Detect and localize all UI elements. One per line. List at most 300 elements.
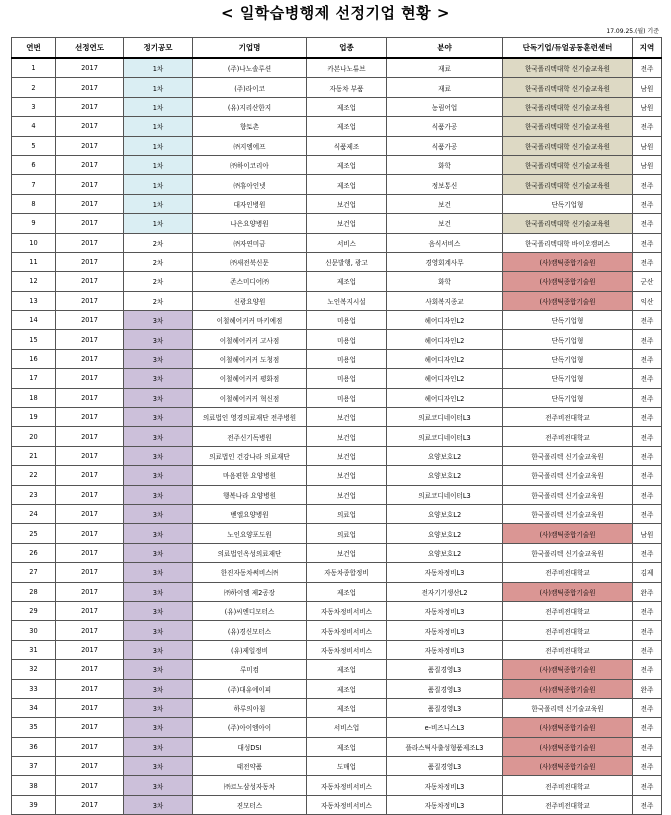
cell-round: 3차 [124,640,193,659]
cell-company: 태전약품 [193,757,307,776]
cell-center: 한국폴리텍대학 신기술교육원 [503,58,633,78]
cell-field: 재료 [387,78,503,97]
cell-year: 2017 [56,252,124,271]
table-row [12,388,662,407]
table-row [12,272,662,291]
cell-year: 2017 [56,640,124,659]
table-row [12,117,662,136]
cell-center: 한국폴리텍대학 신기술교육원 [503,117,633,136]
cell-company: ㈜하이코리아 [193,155,307,174]
cell-region: 전주 [633,349,662,368]
cell-region: 완주 [633,582,662,601]
cell-year: 2017 [56,776,124,795]
cell-industry: 의료업 [307,504,387,523]
cell-center: 한국폴리텍대학 신기술교육원 [503,78,633,97]
cell-industry: 서비스업 [307,718,387,737]
cell-center: 한국폴리텍 신기술교육원 [503,466,633,485]
cell-industry: 제조업 [307,155,387,174]
cell-company: 벧엘요양병원 [193,504,307,523]
cell-field: 식품가공 [387,117,503,136]
cell-industry: 도매업 [307,757,387,776]
cell-round: 3차 [124,795,193,814]
cell-field: 품질경영L3 [387,679,503,698]
cell-year: 2017 [56,78,124,97]
cell-year: 2017 [56,601,124,620]
table-row [12,97,662,116]
cell-field: 자동차정비L3 [387,621,503,640]
cell-field: 자동차정비L3 [387,640,503,659]
cell-company: 나은요양병원 [193,214,307,233]
cell-year: 2017 [56,233,124,252]
cell-company: 의료법인옥성의료재단 [193,543,307,562]
cell-company: ㈜새전북신문 [193,252,307,271]
cell-round: 3차 [124,524,193,543]
cell-field: 자동차정비L3 [387,795,503,814]
table-row [12,757,662,776]
cell-year: 2017 [56,660,124,679]
header-region: 지역 [633,38,662,59]
table-row [12,718,662,737]
cell-company: (유)제일정비 [193,640,307,659]
cell-round: 3차 [124,349,193,368]
cell-no: 14 [12,311,56,330]
cell-no: 15 [12,330,56,349]
cell-year: 2017 [56,543,124,562]
cell-industry: 제조업 [307,737,387,756]
cell-industry: 제조업 [307,660,387,679]
cell-center: 한국폴리텍대학 신기술교육원 [503,214,633,233]
cell-field: 품질경영L3 [387,757,503,776]
cell-round: 3차 [124,679,193,698]
company-table [11,37,662,815]
cell-industry: 보건업 [307,214,387,233]
table-row [12,524,662,543]
cell-round: 1차 [124,175,193,194]
cell-no: 21 [12,446,56,465]
cell-center: (사)캠틱종합기술원 [503,291,633,310]
header-no: 연번 [12,38,56,59]
cell-center: 한국폴리텍대학 신기술교육원 [503,97,633,116]
cell-region: 전주 [633,621,662,640]
cell-region: 전주 [633,233,662,252]
cell-year: 2017 [56,330,124,349]
cell-region: 완주 [633,679,662,698]
table-row [12,427,662,446]
cell-round: 3차 [124,485,193,504]
table-row [12,369,662,388]
cell-region: 군산 [633,272,662,291]
cell-company: ㈜르노삼성자동차 [193,776,307,795]
cell-region: 전주 [633,601,662,620]
cell-company: 대성DSI [193,737,307,756]
cell-no: 13 [12,291,56,310]
cell-round: 3차 [124,427,193,446]
cell-industry: 제조업 [307,698,387,717]
cell-center: (사)캠틱종합기술원 [503,718,633,737]
cell-industry: 제조업 [307,117,387,136]
header-field: 분야 [387,38,503,59]
cell-round: 2차 [124,233,193,252]
cell-year: 2017 [56,621,124,640]
cell-center: 전주비전대학교 [503,427,633,446]
cell-no: 28 [12,582,56,601]
cell-center: 단독기업형 [503,311,633,330]
cell-center: (사)캠틱종합기술원 [503,737,633,756]
cell-no: 26 [12,543,56,562]
cell-round: 3차 [124,446,193,465]
cell-industry: 미용업 [307,330,387,349]
cell-no: 4 [12,117,56,136]
cell-center: 한국폴리텍 신기술교육원 [503,698,633,717]
cell-industry: 제조업 [307,272,387,291]
cell-year: 2017 [56,446,124,465]
cell-field: 요양보호L2 [387,466,503,485]
header-center: 단독기업/듀얼공동훈련센터 [503,38,633,59]
table-row [12,291,662,310]
cell-no: 32 [12,660,56,679]
cell-no: 3 [12,97,56,116]
cell-industry: 보건업 [307,408,387,427]
cell-year: 2017 [56,698,124,717]
table-row [12,563,662,582]
cell-company: 진모터스 [193,795,307,814]
cell-region: 김제 [633,563,662,582]
cell-field: 재료 [387,58,503,78]
cell-year: 2017 [56,97,124,116]
table-row [12,233,662,252]
cell-company: 신광요양원 [193,291,307,310]
cell-center: 전주비전대학교 [503,408,633,427]
cell-round: 3차 [124,504,193,523]
cell-company: 대자인병원 [193,194,307,213]
cell-company: 이철헤어커커 평화점 [193,369,307,388]
cell-no: 5 [12,136,56,155]
cell-center: 전주비전대학교 [503,640,633,659]
cell-round: 3차 [124,563,193,582]
cell-round: 3차 [124,466,193,485]
cell-region: 남원 [633,155,662,174]
cell-field: e-비즈니스L3 [387,718,503,737]
cell-industry: 제조업 [307,175,387,194]
cell-field: 헤어디자인L2 [387,349,503,368]
cell-round: 3차 [124,718,193,737]
cell-industry: 신문발행, 광고 [307,252,387,271]
cell-center: 전주비전대학교 [503,563,633,582]
table-row [12,311,662,330]
cell-no: 31 [12,640,56,659]
cell-center: 한국폴리텍대학 바이오캠퍼스 [503,233,633,252]
cell-year: 2017 [56,369,124,388]
cell-round: 3차 [124,737,193,756]
table-row [12,582,662,601]
cell-industry: 노인복지시설 [307,291,387,310]
cell-region: 전주 [633,175,662,194]
cell-field: 보건 [387,214,503,233]
table-row [12,408,662,427]
cell-region: 전주 [633,427,662,446]
cell-year: 2017 [56,524,124,543]
cell-company: ㈜자연미금 [193,233,307,252]
cell-no: 36 [12,737,56,756]
cell-industry: 카본나노튜브 [307,58,387,78]
cell-company: 이철헤어커커 도청점 [193,349,307,368]
cell-region: 전주 [633,466,662,485]
cell-no: 1 [12,58,56,78]
cell-no: 18 [12,388,56,407]
cell-company: (주)아이엠아이 [193,718,307,737]
cell-year: 2017 [56,136,124,155]
cell-field: 식품가공 [387,136,503,155]
cell-company: 노인요양포도원 [193,524,307,543]
cell-round: 3차 [124,330,193,349]
cell-year: 2017 [56,272,124,291]
table-row [12,601,662,620]
cell-year: 2017 [56,349,124,368]
cell-center: 한국폴리텍대학 신기술교육원 [503,136,633,155]
cell-field: 헤어디자인L2 [387,369,503,388]
cell-field: 자동차정비L3 [387,563,503,582]
cell-year: 2017 [56,718,124,737]
table-row [12,330,662,349]
date-note: 17.09.25.(월) 기준 [606,28,659,35]
header-industry: 업종 [307,38,387,59]
cell-company: ㈜하이엠 제2공장 [193,582,307,601]
cell-year: 2017 [56,175,124,194]
cell-region: 남원 [633,97,662,116]
cell-center: (사)캠틱종합기술원 [503,252,633,271]
cell-field: 화학 [387,272,503,291]
cell-region: 전주 [633,640,662,659]
cell-company: ㈜휴아인넷 [193,175,307,194]
table-row [12,58,662,78]
cell-field: 자동차정비L3 [387,601,503,620]
cell-industry: 식품제조 [307,136,387,155]
header-round: 정기공모 [124,38,193,59]
table-row [12,252,662,271]
cell-field: 요양보호L2 [387,504,503,523]
cell-center: 한국폴리텍 신기술교육원 [503,485,633,504]
cell-year: 2017 [56,291,124,310]
cell-region: 전주 [633,252,662,271]
cell-year: 2017 [56,563,124,582]
cell-industry: 서비스 [307,233,387,252]
cell-round: 1차 [124,58,193,78]
cell-round: 1차 [124,117,193,136]
cell-company: (유)지리산한지 [193,97,307,116]
cell-industry: 보건업 [307,427,387,446]
page-title: < 일학습병행제 선정기업 현황 > [221,4,450,22]
cell-industry: 자동차종합정비 [307,563,387,582]
cell-center: 한국폴리텍대학 신기술교육원 [503,175,633,194]
cell-region: 전주 [633,737,662,756]
cell-region: 전주 [633,660,662,679]
cell-round: 1차 [124,194,193,213]
cell-round: 3차 [124,311,193,330]
cell-no: 8 [12,194,56,213]
cell-round: 2차 [124,272,193,291]
cell-region: 전주 [633,757,662,776]
cell-year: 2017 [56,408,124,427]
cell-industry: 자동차정비서비스 [307,795,387,814]
cell-round: 3차 [124,660,193,679]
cell-industry: 의료업 [307,524,387,543]
cell-no: 39 [12,795,56,814]
cell-region: 전주 [633,446,662,465]
cell-round: 3차 [124,369,193,388]
cell-year: 2017 [56,737,124,756]
cell-round: 3차 [124,601,193,620]
table-row [12,679,662,698]
cell-region: 전주 [633,485,662,504]
cell-year: 2017 [56,58,124,78]
cell-year: 2017 [56,757,124,776]
cell-industry: 자동차정비서비스 [307,621,387,640]
cell-no: 37 [12,757,56,776]
cell-field: 화학 [387,155,503,174]
cell-year: 2017 [56,795,124,814]
cell-company: (유)경신모터스 [193,621,307,640]
cell-industry: 미용업 [307,388,387,407]
cell-year: 2017 [56,117,124,136]
cell-year: 2017 [56,311,124,330]
cell-company: 존스미디어㈜ [193,272,307,291]
cell-field: 의료코디네이터L3 [387,408,503,427]
header-company: 기업명 [193,38,307,59]
cell-industry: 미용업 [307,369,387,388]
cell-no: 35 [12,718,56,737]
table-row [12,698,662,717]
cell-company: 이철헤어커커 혁신점 [193,388,307,407]
cell-center: 전주비전대학교 [503,621,633,640]
cell-center: 단독기업형 [503,194,633,213]
cell-round: 3차 [124,408,193,427]
cell-round: 3차 [124,543,193,562]
cell-company: 하루의아침 [193,698,307,717]
cell-no: 29 [12,601,56,620]
cell-company: (주)대유에이피 [193,679,307,698]
cell-region: 전주 [633,117,662,136]
cell-industry: 보건업 [307,194,387,213]
cell-industry: 제조업 [307,97,387,116]
cell-center: (사)캠틱종합기술원 [503,524,633,543]
cell-no: 24 [12,504,56,523]
cell-round: 1차 [124,78,193,97]
cell-region: 남원 [633,78,662,97]
cell-field: 헤어디자인L2 [387,388,503,407]
cell-region: 전주 [633,718,662,737]
cell-center: (사)캠틱종합기술원 [503,679,633,698]
cell-no: 23 [12,485,56,504]
cell-no: 11 [12,252,56,271]
table-row [12,543,662,562]
cell-center: 한국폴리텍대학 신기술교육원 [503,155,633,174]
cell-no: 12 [12,272,56,291]
table-row [12,660,662,679]
cell-region: 남원 [633,524,662,543]
cell-center: 전주비전대학교 [503,795,633,814]
table-row [12,621,662,640]
cell-company: 의료법인 영경의료재단 전주병원 [193,408,307,427]
cell-round: 3차 [124,388,193,407]
cell-industry: 제조업 [307,582,387,601]
cell-field: 헤어디자인L2 [387,311,503,330]
table-row [12,194,662,213]
cell-field: 전자기기생산L2 [387,582,503,601]
cell-field: 의료코디네이터L3 [387,427,503,446]
cell-industry: 미용업 [307,349,387,368]
cell-field: 품질경영L3 [387,698,503,717]
table-row [12,78,662,97]
table-row [12,640,662,659]
cell-no: 30 [12,621,56,640]
cell-field: 농림어업 [387,97,503,116]
cell-field: 의료코디네이터L3 [387,485,503,504]
table-row [12,485,662,504]
cell-industry: 보건업 [307,446,387,465]
cell-center: 단독기업형 [503,388,633,407]
cell-field: 플라스틱사출성형품제조L3 [387,737,503,756]
cell-company: 이철헤어커커 고사점 [193,330,307,349]
cell-region: 남원 [633,136,662,155]
cell-year: 2017 [56,582,124,601]
cell-no: 34 [12,698,56,717]
cell-no: 6 [12,155,56,174]
cell-region: 전주 [633,311,662,330]
cell-center: 단독기업형 [503,349,633,368]
cell-no: 19 [12,408,56,427]
cell-industry: 보건업 [307,543,387,562]
cell-company: 의료법인 건강나라 의료재단 [193,446,307,465]
cell-round: 3차 [124,698,193,717]
cell-year: 2017 [56,427,124,446]
cell-field: 음식서비스 [387,233,503,252]
cell-center: (사)캠틱종합기술원 [503,582,633,601]
cell-region: 전주 [633,543,662,562]
table-row [12,466,662,485]
table-header-row [12,38,662,59]
cell-industry: 보건업 [307,466,387,485]
cell-field: 품질경영L3 [387,660,503,679]
cell-no: 20 [12,427,56,446]
cell-field: 요양보호L2 [387,446,503,465]
cell-region: 전주 [633,369,662,388]
cell-company: (주)나노솔루션 [193,58,307,78]
cell-field: 헤어디자인L2 [387,330,503,349]
cell-no: 17 [12,369,56,388]
cell-round: 1차 [124,136,193,155]
cell-round: 3차 [124,776,193,795]
cell-no: 25 [12,524,56,543]
cell-company: 루미컴 [193,660,307,679]
table-row [12,136,662,155]
cell-no: 33 [12,679,56,698]
cell-industry: 보건업 [307,485,387,504]
cell-industry: 자동차정비서비스 [307,601,387,620]
cell-region: 전주 [633,408,662,427]
cell-field: 자동차정비L3 [387,776,503,795]
cell-region: 익산 [633,291,662,310]
cell-industry: 자동차 부품 [307,78,387,97]
table-row [12,155,662,174]
cell-no: 10 [12,233,56,252]
cell-year: 2017 [56,155,124,174]
cell-company: (유)씨엔디모터스 [193,601,307,620]
cell-industry: 미용업 [307,311,387,330]
cell-region: 전주 [633,698,662,717]
cell-field: 요양보호L2 [387,524,503,543]
cell-year: 2017 [56,485,124,504]
cell-year: 2017 [56,388,124,407]
